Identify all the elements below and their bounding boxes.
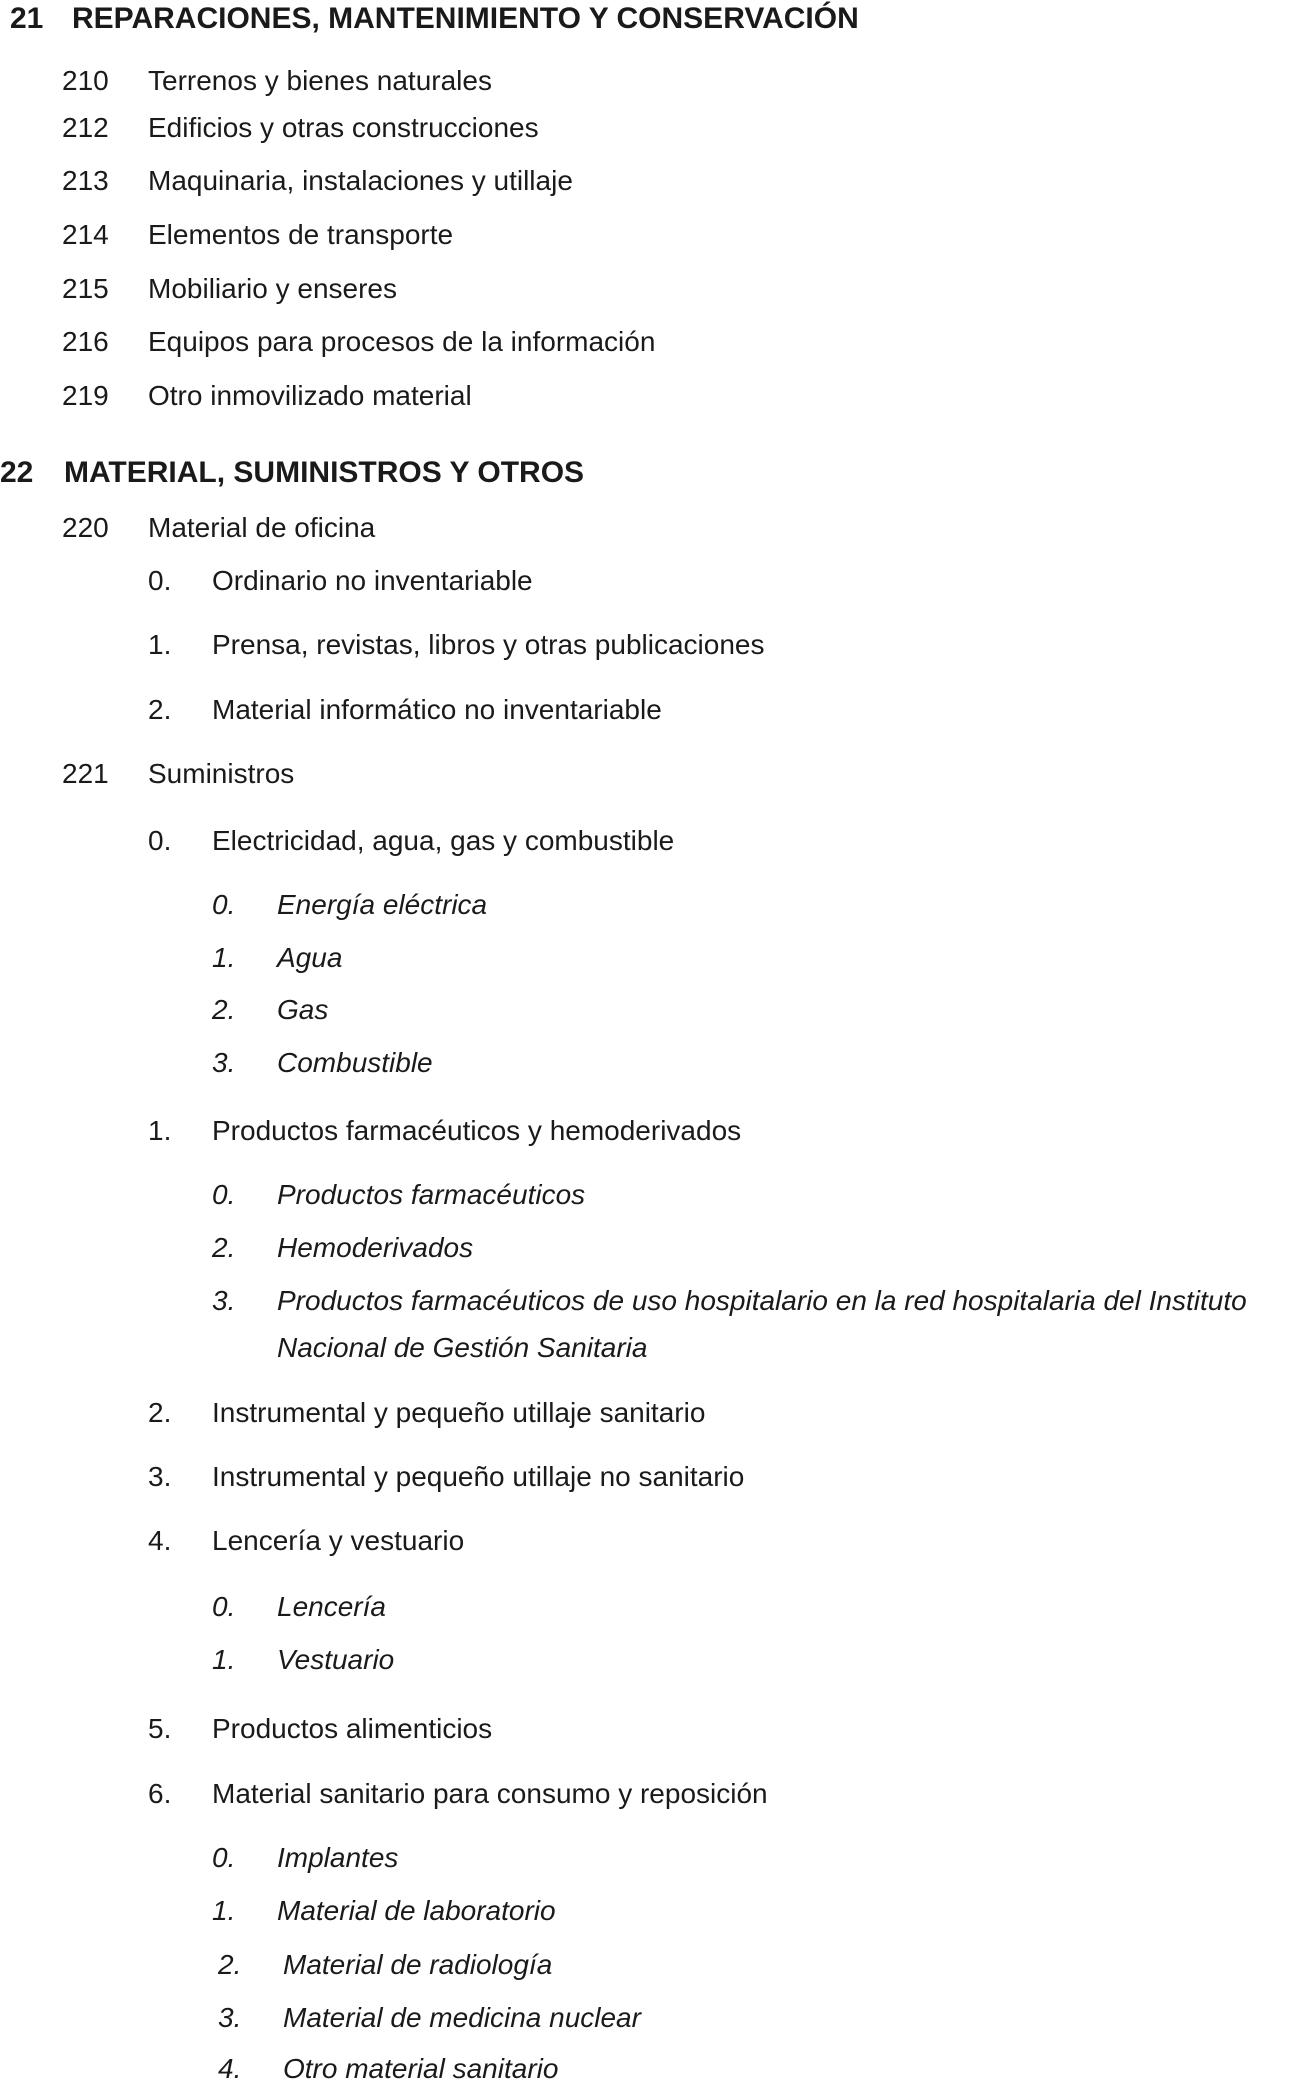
subsubitem-label: Combustible bbox=[277, 1047, 433, 1078]
subsubitem-label: Energía eléctrica bbox=[277, 889, 488, 920]
item-code: 220 bbox=[62, 512, 109, 543]
subitem-label: Instrumental y pequeño utillaje sanitario bbox=[212, 1397, 706, 1428]
item-label: Equipos para procesos de la información bbox=[148, 326, 656, 357]
subsubitem-code: 2. bbox=[212, 994, 236, 1025]
item-code: 210 bbox=[62, 65, 109, 96]
subsubitem-label: Lencería bbox=[277, 1591, 386, 1622]
item-code: 214 bbox=[62, 219, 109, 250]
subitem-label: Productos alimenticios bbox=[212, 1713, 493, 1744]
item-code: 221 bbox=[62, 758, 109, 789]
subitem-code: 3. bbox=[148, 1461, 172, 1492]
section-code: 21 bbox=[10, 2, 44, 35]
subsubitem-code: 0. bbox=[212, 889, 236, 920]
subsubitem-code: 2. bbox=[218, 1949, 242, 1980]
subitem-label: Productos farmacéuticos y hemoderivados bbox=[212, 1115, 742, 1146]
subsubitem-code: 0. bbox=[212, 1842, 236, 1873]
item-label: Maquinaria, instalaciones y utillaje bbox=[148, 165, 573, 196]
subsubitem-code: 1. bbox=[212, 1895, 236, 1926]
subsubitem-code: 3. bbox=[212, 1285, 236, 1316]
subitem-code: 2. bbox=[148, 1397, 172, 1428]
subitem-code: 6. bbox=[148, 1778, 172, 1809]
subitem-code: 4. bbox=[148, 1525, 172, 1556]
section-code: 22 bbox=[0, 456, 34, 489]
subitem-code: 0. bbox=[148, 825, 172, 856]
item-label: Material de oficina bbox=[148, 512, 376, 543]
subitem-code: 2. bbox=[148, 694, 172, 725]
subitem-code: 5. bbox=[148, 1713, 172, 1744]
subsubitem-label: Productos farmacéuticos de uso hospitalario en la red hospitalaria del Instituto bbox=[277, 1285, 1247, 1316]
subsubitem-label: Vestuario bbox=[277, 1644, 395, 1675]
subsubitem-label: Gas bbox=[277, 994, 329, 1025]
item-code: 213 bbox=[62, 165, 109, 196]
subsubitem-label: Material de radiología bbox=[283, 1949, 553, 1980]
item-label: Mobiliario y enseres bbox=[148, 273, 397, 304]
subitem-label: Prensa, revistas, libros y otras publicaciones bbox=[212, 629, 765, 660]
subsubitem-code: 3. bbox=[212, 1047, 236, 1078]
subsubitem-code: 1. bbox=[212, 942, 236, 973]
subsubitem-label: Material de medicina nuclear bbox=[283, 2002, 641, 2033]
subsubitem-code: 4. bbox=[218, 2053, 242, 2084]
section-title: MATERIAL, SUMINISTROS Y OTROS bbox=[64, 456, 585, 489]
subsubitem-code: 2. bbox=[212, 1232, 236, 1263]
subsubitem-code: 0. bbox=[212, 1179, 236, 1210]
item-label: Edificios y otras construcciones bbox=[148, 112, 539, 143]
subsubitem-label: Material de laboratorio bbox=[277, 1895, 556, 1926]
subsubitem-label: Otro material sanitario bbox=[283, 2053, 559, 2084]
item-label: Suministros bbox=[148, 758, 295, 789]
subsubitem-code: 3. bbox=[218, 2002, 242, 2033]
item-code: 219 bbox=[62, 380, 109, 411]
subitem-label: Material sanitario para consumo y reposición bbox=[212, 1778, 768, 1809]
item-label: Elementos de transporte bbox=[148, 219, 454, 250]
item-code: 215 bbox=[62, 273, 109, 304]
subitem-label: Ordinario no inventariable bbox=[212, 565, 533, 596]
subsubitem-code: 0. bbox=[212, 1591, 236, 1622]
subitem-code: 0. bbox=[148, 565, 172, 596]
subsubitem-label: Agua bbox=[277, 942, 343, 973]
item-code: 216 bbox=[62, 326, 109, 357]
subsubitem-label-continuation: Nacional de Gestión Sanitaria bbox=[277, 1332, 648, 1363]
item-label: Terrenos y bienes naturales bbox=[148, 65, 492, 96]
item-label: Otro inmovilizado material bbox=[148, 380, 472, 411]
subitem-label: Electricidad, agua, gas y combustible bbox=[212, 825, 675, 856]
subitem-label: Material informático no inventariable bbox=[212, 694, 662, 725]
subsubitem-code: 1. bbox=[212, 1644, 236, 1675]
subsubitem-label: Productos farmacéuticos bbox=[277, 1179, 586, 1210]
subitem-label: Instrumental y pequeño utillaje no sanitario bbox=[212, 1461, 745, 1492]
subsubitem-label: Implantes bbox=[277, 1842, 399, 1873]
item-code: 212 bbox=[62, 112, 109, 143]
subsubitem-label: Hemoderivados bbox=[277, 1232, 474, 1263]
subitem-code: 1. bbox=[148, 1115, 172, 1146]
subitem-label: Lencería y vestuario bbox=[212, 1525, 465, 1556]
subitem-code: 1. bbox=[148, 629, 172, 660]
section-title: REPARACIONES, MANTENIMIENTO Y CONSERVACIÓN bbox=[72, 2, 859, 35]
